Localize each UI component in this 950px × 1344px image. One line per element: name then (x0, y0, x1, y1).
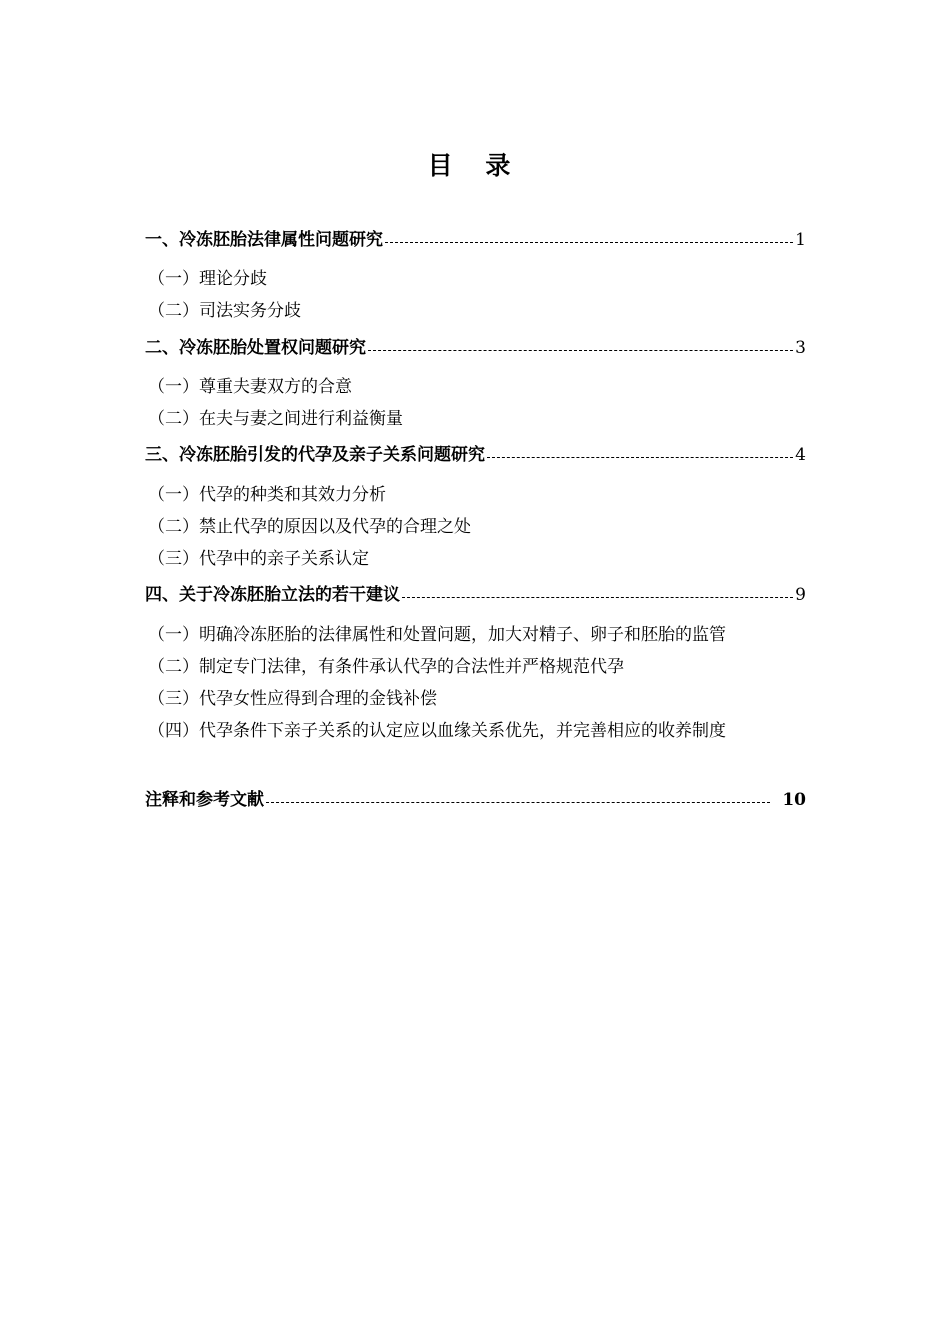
dot-leader (266, 802, 770, 803)
toc-subsection-label: （二）制定专门法律，有条件承认代孕的合法性并严格规范代孕 (148, 657, 624, 677)
toc-subsection[interactable] (148, 685, 809, 709)
toc-section-label: 二、冷冻胚胎处置权问题研究 (145, 338, 366, 358)
toc-subsection[interactable] (148, 621, 809, 645)
toc-subsection[interactable] (148, 265, 809, 289)
toc-page-number: 10 (782, 790, 806, 810)
toc-subsection[interactable] (148, 297, 809, 321)
toc-subsection-label: （三）代孕女性应得到合理的金钱补偿 (148, 689, 437, 709)
toc-section-2[interactable] (145, 334, 806, 358)
toc-section-4[interactable] (145, 581, 806, 605)
toc-page-number: 1 (795, 230, 806, 250)
toc-subsection[interactable] (148, 373, 809, 397)
toc-subsection-label: （四）代孕条件下亲子关系的认定应以血缘关系优先，并完善相应的收养制度 (148, 721, 726, 741)
toc-subsection-label: （一）明确冷冻胚胎的法律属性和处置问题，加大对精子、卵子和胚胎的监管 (148, 625, 726, 645)
toc-page-number: 4 (795, 445, 806, 465)
toc-subsection[interactable] (148, 653, 809, 677)
toc-subsection[interactable] (148, 717, 809, 741)
toc-references[interactable] (145, 786, 806, 810)
toc-subsection-label: （一）尊重夫妻双方的合意 (148, 377, 352, 397)
toc-subsection[interactable] (148, 513, 809, 537)
toc-title: 目 录 (427, 151, 523, 180)
toc-references-label: 注释和参考文献 (145, 790, 264, 810)
toc-section-3[interactable] (145, 441, 806, 465)
toc-page-number: 3 (795, 338, 806, 358)
dot-leader (368, 350, 793, 351)
toc-page-number: 9 (795, 585, 806, 605)
toc-subsection[interactable] (148, 481, 809, 505)
toc-subsection-label: （二）司法实务分歧 (148, 301, 301, 321)
toc-subsection[interactable] (148, 405, 809, 429)
toc-subsection-label: （一）理论分歧 (148, 269, 267, 289)
toc-subsection-label: （二）禁止代孕的原因以及代孕的合理之处 (148, 517, 471, 537)
toc-subsection-label: （三）代孕中的亲子关系认定 (148, 549, 369, 569)
toc-section-label: 三、冷冻胚胎引发的代孕及亲子关系问题研究 (145, 445, 485, 465)
dot-leader (385, 242, 793, 243)
toc-section-label: 一、冷冻胚胎法律属性问题研究 (145, 230, 383, 250)
toc-subsection-label: （二）在夫与妻之间进行利益衡量 (148, 409, 403, 429)
toc-subsection-label: （一）代孕的种类和其效力分析 (148, 485, 386, 505)
dot-leader (402, 597, 793, 598)
dot-leader (487, 457, 793, 458)
toc-section-label: 四、关于冷冻胚胎立法的若干建议 (145, 585, 400, 605)
toc-section-1[interactable] (145, 226, 806, 250)
toc-subsection[interactable] (148, 545, 809, 569)
